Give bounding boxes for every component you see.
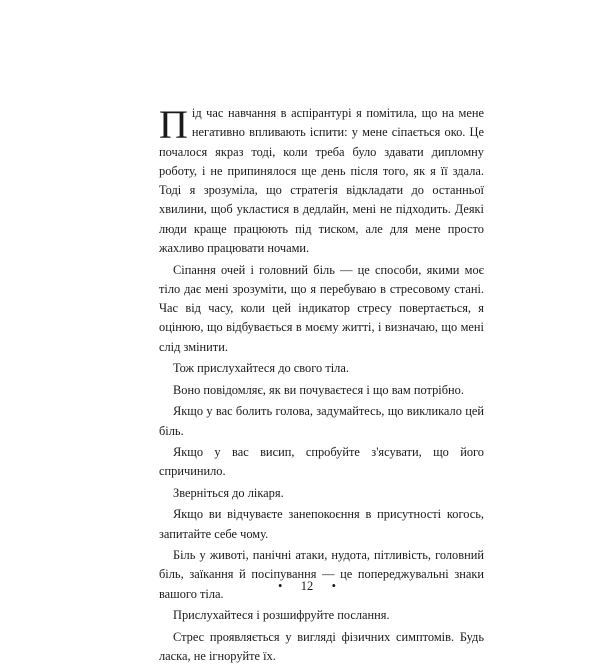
bullet-right: • [331, 578, 336, 593]
paragraph-7: Зверніться до лікаря. [173, 485, 284, 500]
paragraph-1 [159, 104, 484, 258]
page-number: 12 [300, 578, 314, 593]
paragraph-9: Біль у животі, панічні атаки, нудота, пітливість, головний біль, заїкання й посіпування — це попереджувальні знаки вашого тіла. [159, 548, 484, 601]
paragraph-3: Тож прислухайтеся до свого тіла. [173, 361, 349, 376]
paragraph-2: Сіпання очей і головний біль — це способи, якими моє тіло дає мені зрозуміти, що я перебуваю в стресовому стані. Час від часу, коли цей індикатор стресу повертається, я оцінюю, що відбувається в моєму житті, і визначаю, що мені слід змінити. [159, 262, 484, 354]
paragraph-5: Якщо у вас болить голова, задумайтесь, що викликало цей біль. [159, 404, 484, 438]
paragraph-1-text: ід час навчання в аспірантурі я помітила, що на мене негативно впливають іспити: у мене сіпається око. Це почалося якраз тоді, коли треба було здавати дипломну роботу, і не припинялося ще день після того, як я її здала. Тоді я зрозуміла, що стратегія відкладати до останньої хвилини, щоб укластися в дедлайн, мені не підходить. Деякі люди краще працюють під тиском, але для мене просто жахливо працювати ночами. [159, 106, 484, 256]
paragraph-6: Якщо у вас висип, спробуйте з'ясувати, що його спричинило. [159, 444, 484, 479]
paragraph-11: Стрес проявляється у вигляді фізичних симптомів. Будь ласка, не ігноруйте їх. [159, 629, 484, 663]
paragraph-4: Воно повідомляє, як ви почуваєтеся і що вам потрібно. [173, 382, 464, 397]
paragraph-10: Прислухайтеся і розшифруйте послання. [173, 608, 390, 623]
page-number-footer [278, 578, 336, 594]
bullet-left: • [278, 578, 283, 593]
drop-cap: П [159, 102, 188, 147]
paragraph-8: Якщо ви відчуваєте занепокоєння в присутності когось, запитайте себе чому. [159, 507, 484, 541]
